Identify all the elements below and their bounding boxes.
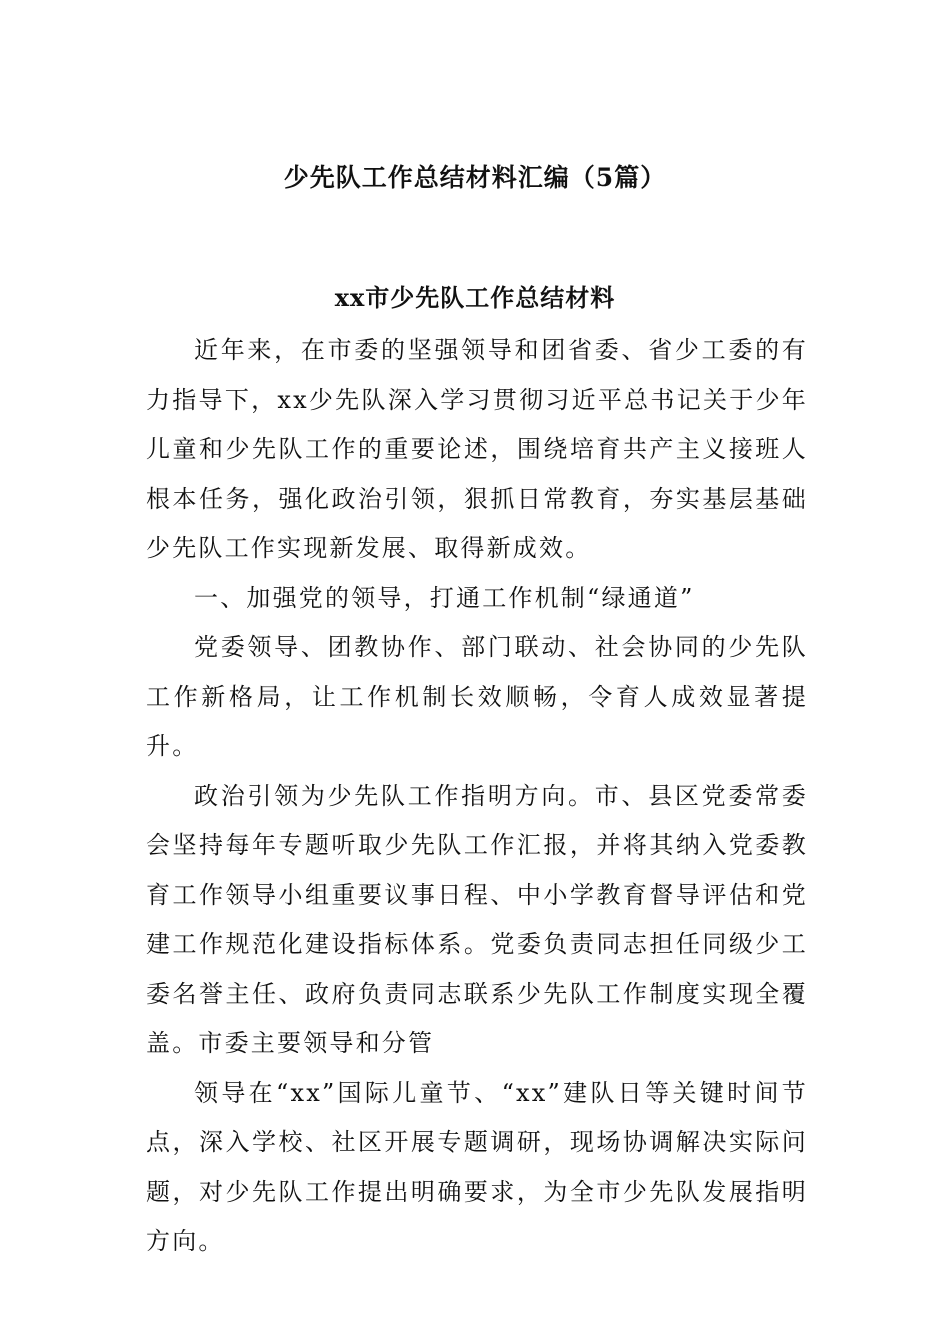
paragraph-leadership-visits: 领导在“xx”国际儿童节、“xx”建队日等关键时间节点，深入学校、社区开展专题调研，现场协调解决实际问题，对少先队工作提出明确要求，为全市少先队发展指明方向。 <box>146 1078 808 1255</box>
paragraph-heading-one: 一、加强党的领导，打通工作机制“绿通道” <box>194 583 695 612</box>
paragraph-political-guidance: 政治引领为少先队工作指明方向。市、县区党委常委会坚持每年专题听取少先队工作汇报，并将其纳入党委教育工作领导小组重要议事日程、中小学教育督导评估和党建工作规范化建设指标体系。党委负责同志担任同级少工委名誉主任、政府负责同志联系少先队工作制度实现全覆盖。市委主要领导和分管 <box>146 781 808 1057</box>
document-title: 少先队工作总结材料汇编（5篇） <box>283 163 667 192</box>
section-title: xx市少先队工作总结材料 <box>334 283 616 312</box>
document-body <box>146 326 808 1267</box>
paragraph-intro: 近年来，在市委的坚强领导和团省委、省少工委的有力指导下，xx少先队深入学习贯彻习近平总书记关于少年儿童和少先队工作的重要论述，围绕培育共产主义接班人根本任务，强化政治引领，狠抓日常教育，夯实基层基础少先队工作实现新发展、取得新成效。 <box>146 336 808 562</box>
paragraph-work-pattern: 党委领导、团教协作、部门联动、社会协同的少先队工作新格局，让工作机制长效顺畅，令育人成效显著提升。 <box>146 633 808 760</box>
